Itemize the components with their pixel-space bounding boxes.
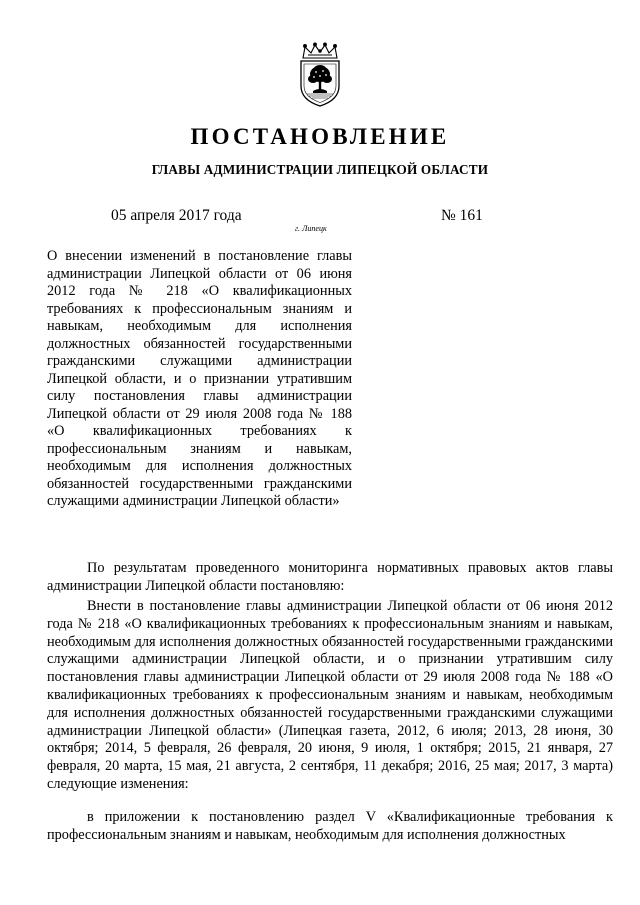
document-city: г. Липецк <box>295 224 327 233</box>
body-paragraph-1: По результатам проведенного мониторинга нормативных правовых актов главы администрации Липецкой области постановляю: <box>47 560 613 594</box>
document-subject: О внесении изменений в постановление главы администрации Липецкой области от 06 июня 2012 года № 218 «О квалификационных требованиях к профессиональным знаниям и навыкам, необходимым для исполнения должностных обязанностей государственными гражданскими служащими администрации Липецкой области, и о признании утратившим силу постановления главы администрации Липецкой области от 29 июля 2008 года № 188 «О квалификационных требованиях к профессиональным знаниям и навыкам, необходимым для исполнения должностных обязанностей государственными гражданскими служащими администрации Липецкой области» <box>47 248 352 509</box>
page-title: ПОСТАНОВЛЕНИЕ <box>190 124 450 149</box>
body-paragraph-3: в приложении к постановлению раздел V «Квалификационные требования к профессиональным знаниям и навыкам, необходимым для исполнения должностных <box>47 809 613 843</box>
document-number: № 161 <box>441 207 483 224</box>
lipetsk-region-coat-of-arms-icon <box>293 42 347 108</box>
issuing-authority: ГЛАВЫ АДМИНИСТРАЦИИ ЛИПЕЦКОЙ ОБЛАСТИ <box>151 162 489 177</box>
document-date: 05 апреля 2017 года <box>111 207 242 224</box>
body-paragraph-2: Внести в постановление главы администрации Липецкой области от 06 июня 2012 года № 218 «О квалификационных требованиях к профессиональным знаниям и навыкам, необходимым для исполнения должностных обязанностей государственными гражданскими служащими администрации Липецкой области, и о признании утратившим силу постановления главы администрации Липецкой области от 29 июля 2008 года № 188 «О квалификационных требованиях к профессиональным знаниям и навыкам, необходимым для исполнения должностных обязанностей государственными гражданскими служащими администрации Липецкой области» (Липецкая газета, 2012, 6 июля; 2013, 28 июня, 30 октября; 2014, 5 февраля, 26 февраля, 20 июня, 9 июля, 1 октября; 2015, 21 января, 27 февраля, 20 марта, 15 мая, 21 августа, 2 сентября, 11 декабря; 2016, 25 мая; 2017, 3 марта) следующие изменения: <box>47 598 613 792</box>
